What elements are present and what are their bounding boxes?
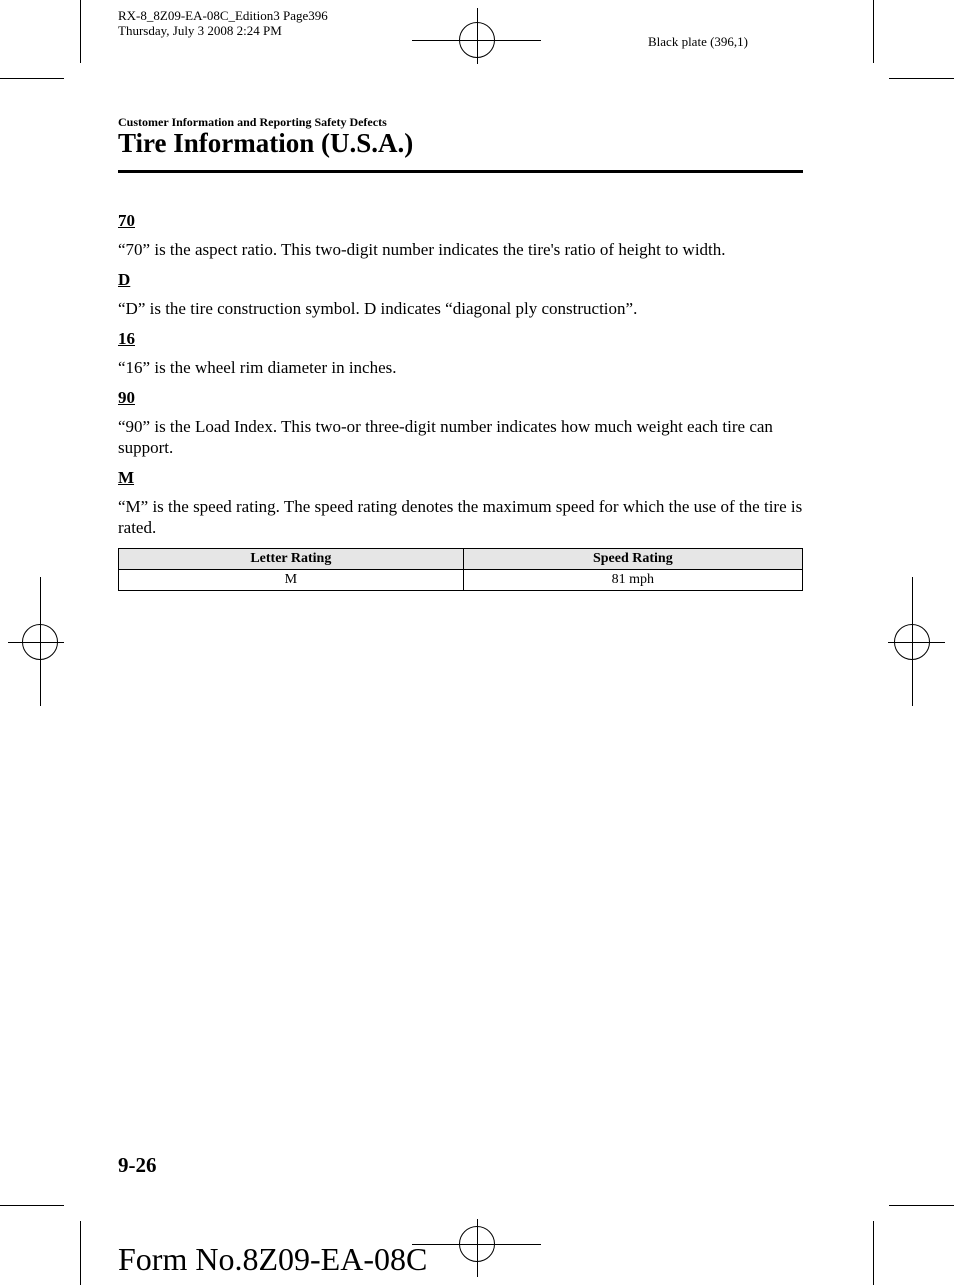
form-number: Form No.8Z09-EA-08C: [118, 1241, 428, 1277]
page-number: 9-26: [118, 1153, 157, 1177]
table-row: [119, 570, 803, 591]
print-file-line: RX-8_8Z09-EA-08C_Edition3 Page396: [118, 8, 328, 23]
table-header-row: [119, 549, 803, 570]
term-description: “70” is the aspect ratio. This two-digit number indicates the tire's ratio of height to width.: [118, 240, 726, 259]
column-header-speed-rating: Speed Rating: [463, 549, 802, 570]
term-heading: 16: [118, 329, 135, 348]
title-rule: [118, 170, 803, 173]
print-header: [118, 8, 328, 38]
term-entry: [118, 388, 803, 458]
term-entry: [118, 211, 803, 260]
letter-rating-cell: M: [119, 570, 464, 591]
speed-rating-table: [118, 548, 803, 591]
term-entry: [118, 270, 803, 319]
page-title: Tire Information (U.S.A.): [118, 128, 414, 158]
term-heading: M: [118, 468, 135, 487]
term-entry: [118, 329, 803, 378]
term-entry: [118, 468, 803, 538]
term-description: “M” is the speed rating. The speed rating denotes the maximum speed for which the use of the tire is rated.: [118, 497, 803, 537]
main-content: [118, 211, 803, 591]
term-heading: 90: [118, 388, 135, 407]
term-heading: D: [118, 270, 131, 289]
print-date-line: Thursday, July 3 2008 2:24 PM: [118, 23, 282, 38]
speed-rating-cell: 81 mph: [463, 570, 802, 591]
plate-label: Black plate (396,1): [648, 34, 748, 49]
column-header-letter-rating: Letter Rating: [119, 549, 464, 570]
term-heading: 70: [118, 211, 135, 230]
term-description: “90” is the Load Index. This two-or three-digit number indicates how much weight each tire can support.: [118, 417, 773, 457]
term-description: “D” is the tire construction symbol. D indicates “diagonal ply construction”.: [118, 299, 638, 318]
section-label: Customer Information and Reporting Safety Defects: [118, 115, 387, 129]
term-description: “16” is the wheel rim diameter in inches.: [118, 358, 397, 377]
